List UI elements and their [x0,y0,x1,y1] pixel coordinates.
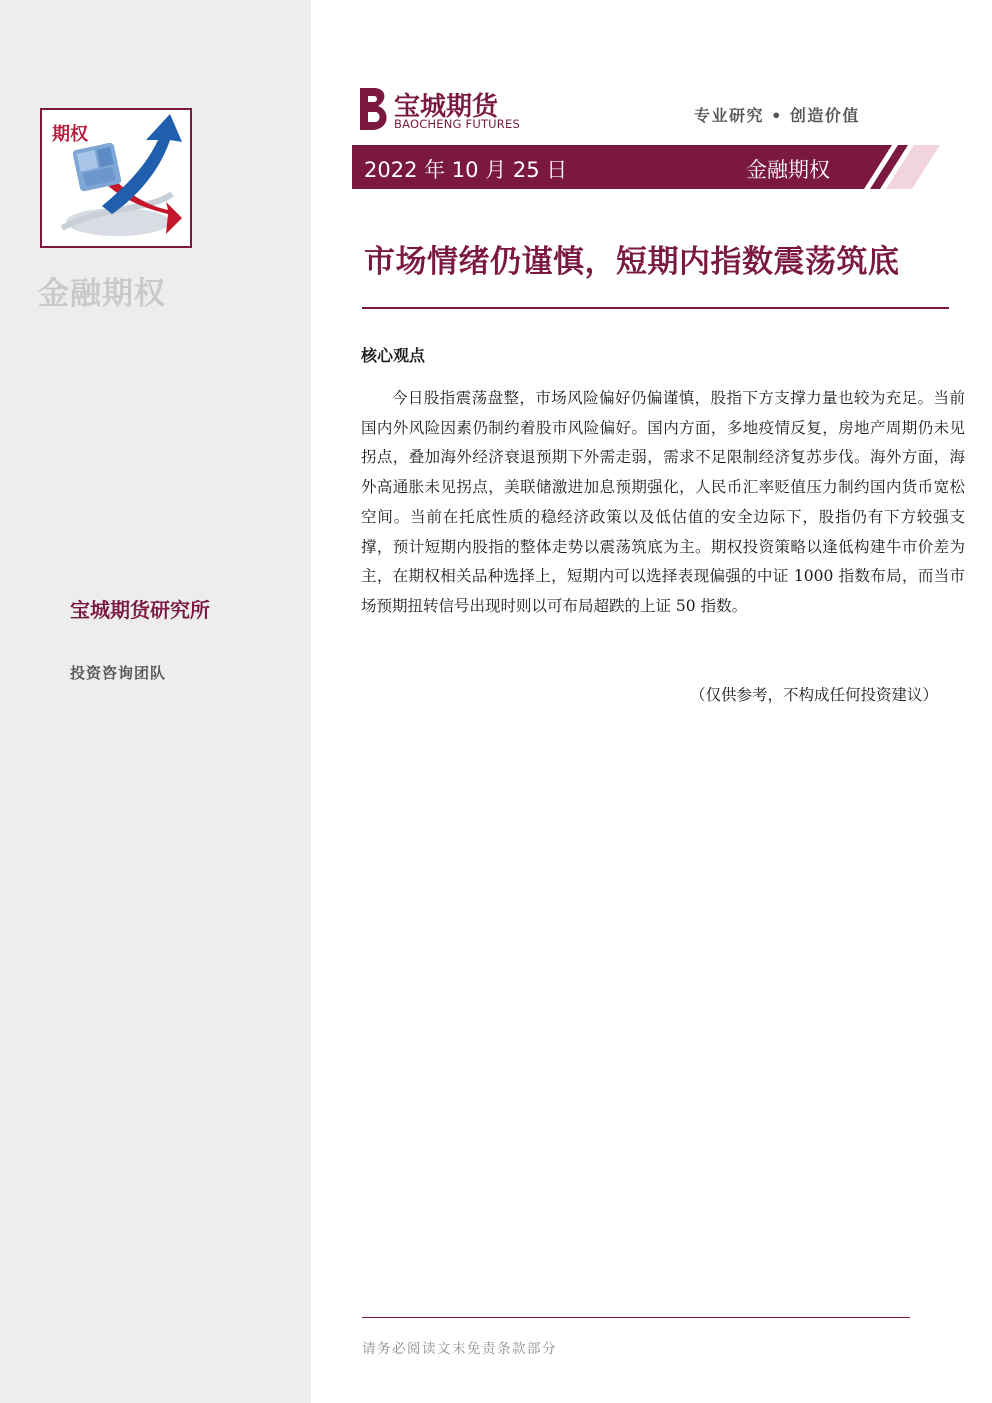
sidebar [0,0,311,1403]
core-view-body: 今日股指震荡盘整，市场风险偏好仍偏谨慎，股指下方支撑力量也较为充足。当前国内外风险因素仍制约着股市风险偏好。国内方面，多地疫情反复，房地产周期仍未见拐点，叠加海外经济衰退预期下外需走弱，需求不足限制经济复苏步伐。海外方面，海外高通胀未见拐点，美联储激进加息预期强化，人民币汇率贬值压力制约国内货币宽松空间。当前在托底性质的稳经济政策以及低估值的安全边际下，股指仍有下方较强支撑，预计短期内股指的整体走势以震荡筑底为主。期权投资策略以逢低构建牛市价差为主，在期权相关品种选择上，短期内可以选择表现偏强的中证 1000 指数布局，而当市场预期扭转信号出现时则以可布局超跌的上证 50 指数。 [361,389,965,615]
footer-divider [362,1317,910,1318]
report-section: 金融期权 [746,158,830,182]
footer-note: 请务必阅读文末免责条款部分 [362,1341,557,1357]
slogan: 专业研究 • 创造价值 [694,106,860,125]
core-view-heading: 核心观点 [361,346,426,365]
report-date: 2022 年 10 月 25 日 [364,158,568,182]
title-divider [362,307,949,309]
disclaimer-note: （仅供参考，不构成任何投资建议） [690,686,939,704]
cover-illustration [40,108,192,248]
cover-tag: 期权 [52,124,88,145]
report-title: 市场情绪仍谨慎，短期内指数震荡筑底 [364,244,900,280]
logo-chinese-name: 宝城期货 [394,92,499,122]
logo-mark-icon [356,86,392,132]
sidebar-category: 金融期权 [38,276,166,312]
sidebar-team: 投资咨询团队 [70,664,167,682]
sidebar-institute: 宝城期货研究所 [70,598,210,622]
date-banner [352,145,940,189]
brand-logo [356,86,556,134]
logo-english-name: BAOCHENG FUTURES [394,117,520,131]
